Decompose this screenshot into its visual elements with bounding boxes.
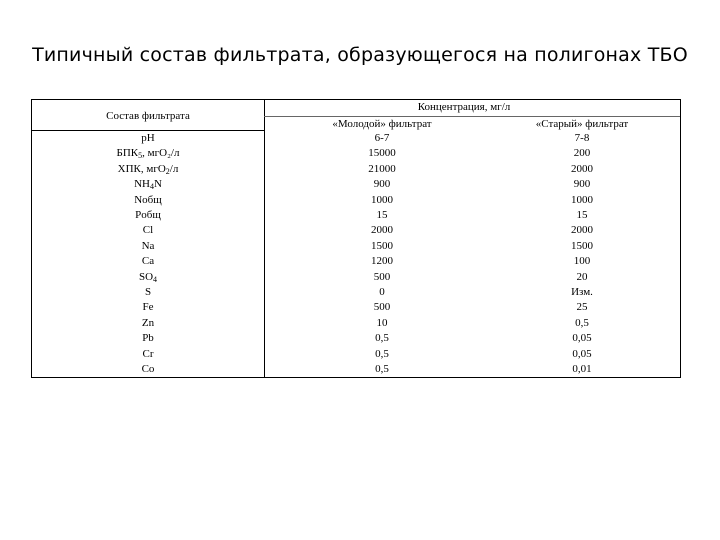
component-name: S xyxy=(144,286,152,298)
row-old-value: 25 xyxy=(576,301,588,314)
component-name: NH xyxy=(134,178,150,191)
row-component xyxy=(32,271,264,284)
row-old-value: 0,05 xyxy=(572,332,592,345)
component-suffix: , мгО₂/л xyxy=(142,147,180,160)
row-component xyxy=(32,363,264,376)
row-young-value: 6-7 xyxy=(374,132,390,144)
header-component: Состав фильтрата xyxy=(106,110,190,122)
row-component xyxy=(32,224,264,237)
component-suffix: N xyxy=(153,178,162,191)
row-component xyxy=(32,147,264,160)
row-component xyxy=(32,194,264,207)
component-suffix: /л xyxy=(169,162,179,175)
row-old-value: Изм. xyxy=(571,286,593,298)
row-component xyxy=(32,317,264,330)
header-old: «Старый» фильтрат xyxy=(535,118,629,130)
component-name: SO xyxy=(138,270,154,283)
component-name: Cr xyxy=(142,347,154,360)
row-young-value: 2000 xyxy=(371,224,393,237)
component-subscript: 2 xyxy=(165,166,170,176)
component-subscript: 4 xyxy=(153,274,158,284)
component-name: Nобщ xyxy=(134,193,162,206)
component-name: Co xyxy=(141,363,155,375)
column-divider xyxy=(264,100,265,377)
row-component xyxy=(32,255,264,268)
row-young-value: 15 xyxy=(376,209,388,221)
row-component xyxy=(32,348,264,361)
component-name: pH xyxy=(141,132,155,144)
row-old-value: 100 xyxy=(573,255,591,268)
component-name: Pb xyxy=(142,332,154,345)
component-name: ХПК, мгО xyxy=(117,162,166,175)
composition-table xyxy=(31,99,681,378)
component-name: Fe xyxy=(142,301,154,314)
page-title: Типичный состав фильтрата, образующегося на полигонах ТБО xyxy=(32,44,688,66)
concentration-divider xyxy=(264,116,680,117)
row-young-value: 0,5 xyxy=(375,363,389,375)
row-young-value: 0,5 xyxy=(375,332,389,345)
component-name: Pобщ xyxy=(135,209,161,221)
component-name: БПК xyxy=(116,147,139,160)
row-old-value: 200 xyxy=(573,147,591,160)
header-concentration: Концентрация, мг/л xyxy=(417,101,511,113)
component-name: Cl xyxy=(142,224,154,237)
row-component xyxy=(32,332,264,345)
row-old-value: 2000 xyxy=(571,162,593,175)
row-young-value: 500 xyxy=(373,301,391,314)
row-old-value: 0,05 xyxy=(572,347,592,360)
row-young-value: 1200 xyxy=(371,255,393,268)
component-subscript: 5 xyxy=(138,151,143,161)
row-old-value: 20 xyxy=(576,270,588,283)
row-component xyxy=(32,178,264,191)
row-old-value: 15 xyxy=(576,209,588,221)
row-component xyxy=(32,209,264,222)
row-component xyxy=(32,132,264,145)
row-young-value: 10 xyxy=(376,316,388,329)
row-old-value: 2000 xyxy=(571,224,593,237)
row-young-value: 15000 xyxy=(368,147,396,160)
row-young-value: 500 xyxy=(373,270,391,283)
row-young-value: 1000 xyxy=(371,193,393,206)
row-young-value: 21000 xyxy=(368,162,396,175)
row-young-value: 900 xyxy=(373,178,391,191)
row-young-value: 0 xyxy=(379,286,385,298)
component-name: Zn xyxy=(141,316,155,329)
row-component xyxy=(32,240,264,253)
component-subscript: 4 xyxy=(149,182,154,192)
row-old-value: 0,01 xyxy=(572,363,592,375)
row-young-value: 0,5 xyxy=(375,347,389,360)
row-young-value: 1500 xyxy=(371,239,393,252)
header-divider xyxy=(32,130,264,131)
row-old-value: 900 xyxy=(573,178,591,191)
row-old-value: 1500 xyxy=(571,239,593,252)
row-component xyxy=(32,163,264,176)
row-old-value: 1000 xyxy=(571,193,593,206)
row-component xyxy=(32,301,264,314)
header-young: «Молодой» фильтрат xyxy=(332,118,432,130)
row-old-value: 0,5 xyxy=(575,316,589,329)
component-name: Na xyxy=(141,239,155,252)
component-name: Ca xyxy=(141,255,155,268)
row-old-value: 7-8 xyxy=(574,132,590,144)
row-component xyxy=(32,286,264,299)
